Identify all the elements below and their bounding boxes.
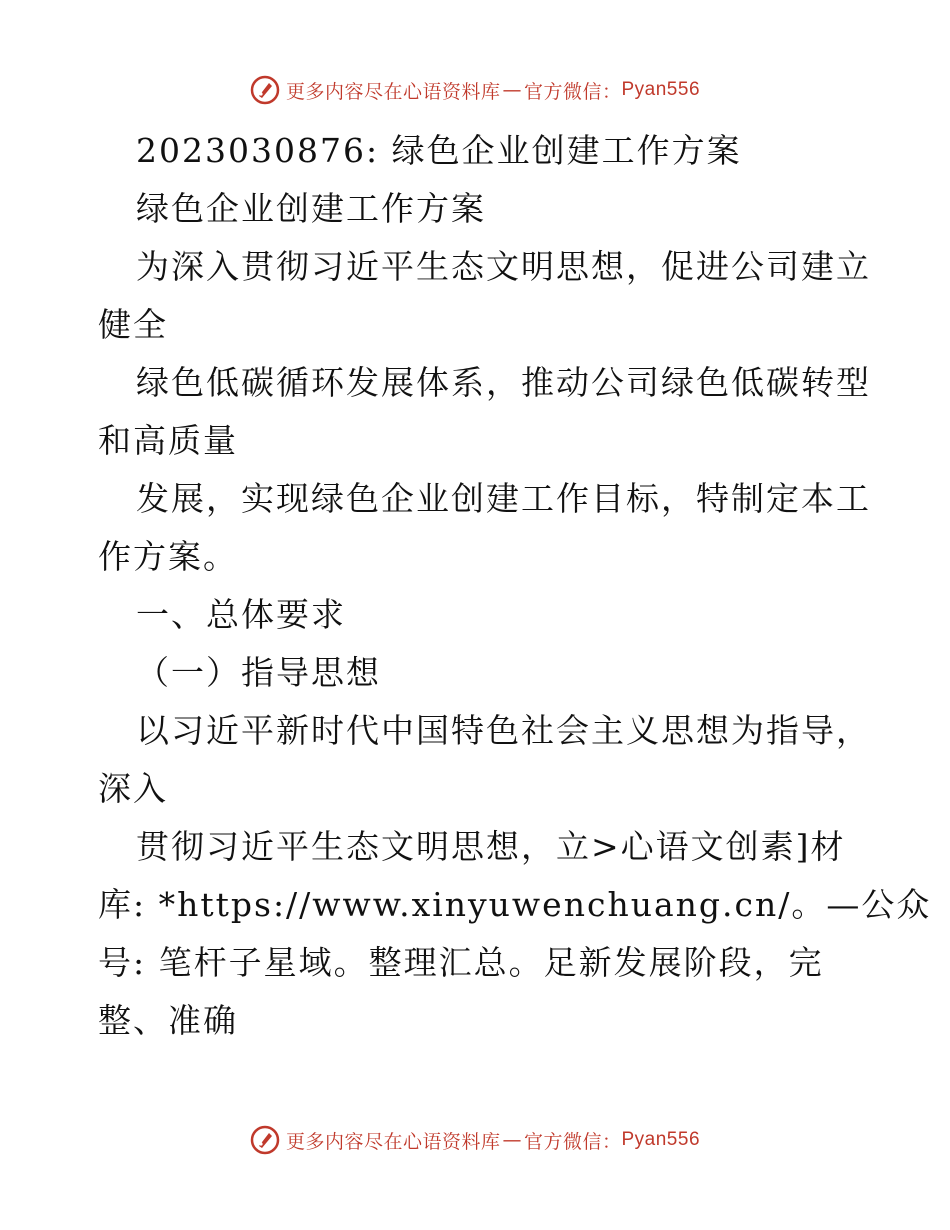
watermark-dash: —: [502, 79, 522, 101]
watermark-wechat-id: Pyan556: [621, 1129, 701, 1150]
doc-text-line: 以习近平新时代中国特色社会主义思想为指导，: [136, 711, 871, 750]
document-body: [98, 122, 932, 1050]
doc-text-line: 深入: [98, 769, 168, 808]
doc-subtitle-line: 绿色企业创建工作方案: [136, 189, 486, 228]
doc-text-line: 整、准确: [98, 1001, 238, 1040]
watermark-wechat-label: 官方微信：: [523, 80, 622, 103]
doc-text-line: 号: 笔杆子星域。整理汇总。足新发展阶段，完: [98, 943, 824, 982]
doc-subsection-heading: （一）指导思想: [136, 653, 381, 692]
watermark-main-text: 更多内容尽在心语资料库: [285, 80, 501, 103]
pen-nib-logo-icon: [250, 75, 280, 105]
doc-text-line: 作方案。: [98, 537, 238, 576]
doc-section-heading: 一、总体要求: [136, 595, 346, 634]
doc-text-line: 为深入贯彻习近平生态文明思想，促进公司建立: [136, 247, 871, 286]
pen-nib-logo-icon: [250, 1125, 280, 1155]
watermark-dash: —: [502, 1129, 522, 1151]
doc-text-line: 绿色低碳循环发展体系，推动公司绿色低碳转型: [136, 363, 871, 402]
footer-watermark: [0, 1120, 950, 1160]
doc-text-line: 贯彻习近平生态文明思想，立>心语文创素]材: [136, 827, 846, 866]
doc-text-line: 库: *https://www.xinyuwenchuang.cn/。—公众: [98, 885, 932, 924]
watermark-wechat-label: 官方微信：: [523, 1130, 622, 1153]
watermark-main-text: 更多内容尽在心语资料库: [285, 1130, 501, 1153]
doc-text-line: 健全: [98, 305, 168, 344]
doc-text-line: 发展，实现绿色企业创建工作目标，特制定本工: [136, 479, 871, 518]
doc-text-line: 和高质量: [98, 421, 238, 460]
watermark-wechat-id: Pyan556: [621, 79, 701, 100]
header-watermark: [0, 70, 950, 110]
doc-title-line: 2023030876: 绿色企业创建工作方案: [136, 131, 742, 170]
